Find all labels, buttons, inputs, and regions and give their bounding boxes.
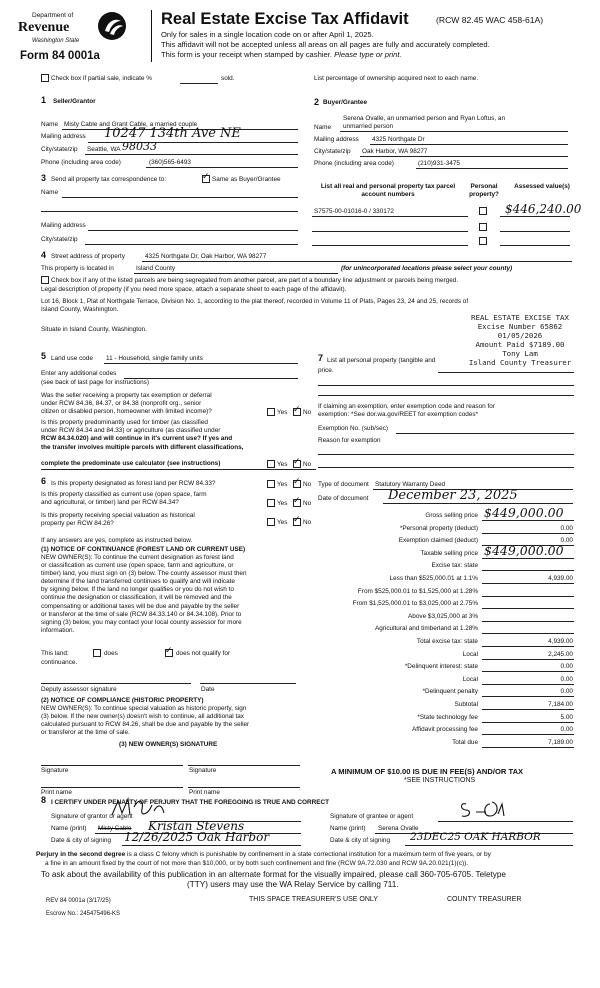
seller-city[interactable]: Seattle, WA [87,146,121,153]
form-rcw: (RCW 82.45 WAC 458-61A) [436,15,544,25]
legal-description-label: Legal description of property (if you need more space, attach a separate sheet to each page of the affidavit). [41,286,347,293]
calc-label: Subtotal [454,701,478,708]
parcel-col-personal: Personal property? [469,183,499,198]
sec5-number: 5 [41,351,47,361]
notice-2-heading: (2) NOTICE OF COMPLIANCE (HISTORIC PROPERTY) [41,697,204,704]
grantee-date-line [405,845,573,846]
notice-line: NEW OWNER(S): To continue special valuation as historic property, sign [41,705,247,712]
land-use-code[interactable]: 11 - Household, single family units [106,355,203,362]
sec6-q2-a: Is this property classified as current use (open space, farm [41,491,207,498]
calc-value[interactable]: $449,000.00 [484,542,564,558]
parcel-number[interactable]: S7575-00-01016-0 / 330172 [314,208,394,215]
same-as-buyer-label: Same as Buyer/Grantee [212,176,281,183]
accessibility-line-2: (TTY) users may use the WA Relay Service by calling 711. [187,880,399,889]
calc-value-line [482,696,574,697]
minimum-fee-note: A MINIMUM OF $10.00 IS DUE IN FEE(S) AND/OR TAX [331,767,524,776]
calc-label: *Personal property (deduct) [399,524,478,532]
historic-yes-checkbox[interactable] [267,518,275,526]
calc-value[interactable]: 4,939.00 [548,575,573,582]
buyer-name-label: Name [314,124,332,131]
doc-date[interactable]: December 23, 2025 [388,488,518,503]
current-use-yes-checkbox[interactable] [267,499,275,507]
sec5-q1-b: under RCW 84.36, 84.37, or 84.38 (nonprofit org., senior [41,400,202,407]
legal-line-2[interactable]: Island County, Washington. [41,306,119,313]
parcel-col-numbers: List all real and personal property tax parcel account numbers [320,183,456,198]
calc-value[interactable]: 7,184.00 [548,701,573,708]
sec5-q2-c: RCW 84.34.020) and will continue in it's current use? If yes and [41,435,233,442]
calc-value-line [482,533,574,534]
partial-sale-checkbox[interactable] [41,74,49,82]
buyer-city-line [360,156,568,157]
notice-line: (3) below. If the new owner(s) doesn't wish to continue, all additional tax [41,713,244,721]
calc-value-line [482,621,574,622]
perjury-line-1: Perjury in the second degree is a class C felony which is punishable by confinement in a state correctional institution for a maximum term of five years, or by [36,851,491,858]
partial-pct-field[interactable] [180,83,218,84]
buyer-phone[interactable]: (210)931-3475 [418,160,460,167]
grantor-name-handwritten[interactable]: Kristan Stevens [148,819,245,833]
q2-no-label: No [303,461,312,468]
forest-no-label: No [303,481,312,488]
seller-name[interactable]: Misty Cable and Grant Cable, a married couple [64,121,198,128]
segregation-checkbox[interactable] [41,276,49,284]
forest-no-check-icon: ✓ [293,476,301,486]
form-title: Real Estate Excise Tax Affidavit [161,10,409,28]
additional-codes-1: Enter any additional codes [41,370,117,377]
dor-emblem-icon [96,10,128,42]
notice-line: or transferor at the time of sale. [41,729,130,737]
sec6-number: 6 [41,476,47,486]
logo-revenue: Revenue [18,20,70,35]
this-land-label: This land: [41,650,69,657]
exemption-number-label: Exemption No. (sub/sec) [318,425,388,432]
seller-mail[interactable]: 10247 134th Ave NE [104,126,241,141]
current-use-no-check-icon: ✓ [293,495,301,505]
grantee-sig-line [438,821,573,822]
calc-value-line [482,671,574,672]
stamp-line-2: Excise Number 65862 [477,322,563,332]
header-line-1: Only for sales in a single location code on or after April 1, 2025. [161,30,374,39]
calc-label: Agricultural and timberland at 1.28% [374,625,478,633]
header-line-3: This form is your receipt when stamped by cashier. Please type or print. [161,50,402,59]
perjury-line-2: a fine in an amount fixed by the court of not more than $10,000, or by both such confinement and fine (RCW 9A.72.030 and RCW 9A.20.021(1)(c)). [45,860,469,867]
notice-line: NEW OWNER(S): To continue the current designation as forest land [41,554,234,561]
sec5-q1-c: citizen or disabled person, homeowner with limited income)? [41,408,212,415]
owner-print-label-2: Print name [189,789,220,796]
calc-label: Excise tax: state [431,562,478,570]
seller-phone-line [146,167,298,168]
deputy-signature-line [41,683,191,684]
buyer-name-line-1[interactable]: Serena Ovalle, an unmarried person and Ryan Loftus, an [343,115,505,122]
calc-value[interactable]: $449,000.00 [484,505,564,520]
notice-line: signing (3) below, you may contact your local county assessor for more [41,618,242,626]
calc-label: Local [462,675,478,683]
grantor-date-label: Date & city of signing [51,837,112,844]
county-line [134,273,338,274]
sec4-number: 4 [41,250,47,260]
parcel-assessed-value[interactable]: $446,240.00 [505,202,582,216]
seller-name-label: Name [41,121,59,128]
calc-value[interactable]: 4,939.00 [548,638,573,645]
calc-label: From $525,000.01 to $1,525,000 at 1.28% [357,587,478,595]
sec3-mail-line [88,230,298,231]
additional-codes-line [124,378,298,379]
owner-print-line-2 [188,787,300,788]
grantor-date-city[interactable]: 12/26/2025 Oak Harbor [124,830,270,844]
land-does-not-check-icon: ✓ [165,645,173,655]
calc-value[interactable]: 0.00 [560,688,573,696]
owner-print-label-1: Print name [41,789,72,796]
stamp-line-5: Tony Lam [502,349,538,359]
historic-no-check-icon: ✓ [293,514,301,524]
calc-value[interactable]: 0.00 [560,726,573,734]
calc-label: Affidavit processing fee [412,726,478,734]
calc-value-line [482,709,574,710]
stamp-line-3: 01/05/2026 [497,331,543,341]
footer-escrow: Escrow No.: 245475496-KS [46,911,121,917]
parcel-col-assessed: Assessed value(s) [514,183,570,190]
deputy-signature-label: Deputy assessor signature [41,686,117,693]
sec5-bottom-rule [41,469,316,470]
buyer-name-line [340,131,568,132]
property-address[interactable]: 4325 Northgate Dr, Oak Harbor, WA 98277 [145,253,267,260]
sec8-number: 8 [41,795,47,805]
owner-signature-line-2 [188,765,300,766]
buyer-mail-label: Mailing address [314,136,359,143]
reason-label: Reason for exemption [318,437,381,444]
notice-line: calculated pursuant to RCW 84.26, shall be due and payable by the seller [41,721,250,729]
grantee-name[interactable]: Serena Ovalle [378,825,419,832]
segregation-text: Check box if any of the listed parcels are being segregated from another parcel, are part of a boundary line adjustment or parcels being merged. [51,277,459,284]
sec7-label: List all personal property (tangible and [327,357,436,364]
sec5-q1-a: Was the seller receiving a property tax exemption or deferral [41,392,212,399]
sec7-label-price: price. [318,367,334,374]
calc-value-line [482,570,574,571]
notice-line: information. [41,626,75,634]
calc-value[interactable]: 0.00 [560,524,573,532]
grantor-name-label: Name (print) [51,825,87,832]
calc-value-line [482,596,574,597]
notice-1-text [41,554,303,635]
seller-city-label: City/state/zip [41,146,78,153]
seller-mail-line [88,142,298,143]
q2-yes-checkbox[interactable] [267,460,275,468]
sec8-certify: I CERTIFY UNDER PENALTY OF PERJURY THAT THE FOREGOING IS TRUE AND CORRECT [51,799,330,806]
calc-value-line [482,633,574,634]
if-yes-note: If any answers are yes, complete as instructed below. [41,537,193,544]
land-use-label: Land use code [51,355,93,362]
sec4-label: Street address of property [51,253,125,260]
sec6-q3-b: property per RCW 84.26? [41,520,114,527]
grantee-date-city[interactable]: 23DEC25 OAK HARBOR [410,831,541,843]
grantor-signature-scribble [108,797,168,821]
seller-heading: Seller/Grantor [53,98,96,105]
land-does-checkbox[interactable] [93,649,101,657]
sec6-q2-b: and agricultural, or timber) land per RCW 84.34? [41,499,179,506]
sec6-q1: Is this property designated as forest land per RCW 84.33? [51,480,216,487]
current-use-no-label: No [303,500,312,507]
doc-type[interactable]: Statutory Warranty Deed [375,481,446,488]
notice-line: or classification as current use (open space, farm and agriculture, or [41,562,234,570]
sec3-name-line [62,197,298,198]
partial-sold: sold. [221,75,235,82]
calc-label: Taxable selling price [420,549,478,557]
header-line-2: This affidavit will not be accepted unless all areas on all pages are fully and accurately completed. [161,40,490,49]
sec7-line-3 [318,395,574,396]
notice-line: by signing below. If the land no longer qualifies or you do not wish to [41,586,234,594]
county-select[interactable]: Island County [136,265,176,272]
property-address-line [142,261,572,262]
accessibility-line-1: To ask about the availability of this publication in an alternate format for the visually impaired, please call 360-705-6705. Teletype [41,870,506,879]
sec3-name-label: Name [41,189,59,196]
personal-property-checkbox-3[interactable] [479,237,487,245]
calc-label: From $1,525,000.01 to $3,025,000 at 2.75% [352,600,478,608]
sec5-q2-a: Is this property predominantly used for timber (as classified [41,419,208,426]
sec3-number: 3 [41,173,47,183]
partial-sale-label: Check box if partial sale, indicate % [51,75,152,82]
assessed-line-2 [500,231,570,232]
grantor-date-line [122,845,301,846]
seller-city-line [85,154,298,155]
calc-value-line [482,608,574,609]
doc-type-label: Type of document [318,481,369,488]
sec5-q2-b: under RCW 84.34 and 84.33) or agriculture (as classified under [41,427,221,434]
parcel-line-2 [312,231,468,232]
calc-value-line [482,722,574,723]
sec3-city-label: City/state/zip [41,236,78,243]
personal-property-checkbox-2[interactable] [479,223,487,231]
buyer-city-label: City/state/zip [314,148,351,155]
legal-situate[interactable]: Situate in Island County, Washington. [41,326,147,333]
calc-label: *Delinquent penalty [422,688,478,696]
calc-label: Gross selling price [425,512,478,519]
calc-label: Above $3,025,000 at 3% [408,612,478,620]
deputy-date-label: Date [201,686,215,693]
parcel-line-1 [312,216,468,217]
calc-value-line [482,646,574,647]
deputy-date-line [200,683,296,684]
seller-phone-label: Phone (including area code) [41,159,121,166]
forest-yes-label: Yes [277,481,288,488]
seller-zip[interactable]: 98033 [122,140,157,153]
footer-treasurer-use: THIS SPACE TREASURER'S USE ONLY [249,896,378,903]
reason-line-2 [318,467,574,468]
grantee-signature-scribble [456,798,516,820]
footer-county-treasurer: COUNTY TREASURER [447,896,522,903]
sec6-q3-a: Is this property receiving special valuation as historical [41,512,195,519]
buyer-phone-label: Phone (including area code) [314,160,394,167]
current-use-yes-label: Yes [277,500,288,507]
sec3-city-line [85,244,298,245]
owner-signature-line-1 [41,765,183,766]
seller-phone[interactable]: (360)565-6493 [149,159,191,166]
calc-value[interactable]: 0.00 [560,537,573,545]
q1-yes-label: Yes [277,409,288,416]
sec7-line-2 [318,385,574,386]
notice-line: continue the designation or classification, it will be removed and the [41,594,232,602]
sec7-line-1 [438,372,574,373]
calc-value[interactable]: 0.00 [560,663,573,671]
calc-value-line [482,659,574,660]
calc-label: *Delinquent interest: state [404,663,478,671]
q1-no-check-icon: ✓ [293,404,301,414]
sec3-name-line-2 [41,211,298,212]
exempt-text-1: If claiming an exemption, enter exemption code and reason for [318,403,495,410]
legal-line-1[interactable]: Lot 16, Block 1, Plat of Northgate Terrace, Division No. 1, according to the plat thereof, recorded in Volume 11 of Plats, Pages 23, 24 and 25, records of [41,298,469,305]
header-divider [151,10,152,62]
historic-yes-label: Yes [277,519,288,526]
assessed-line-3 [500,245,570,246]
q2-yes-label: Yes [277,461,288,468]
land-use-line [104,363,298,364]
notice-line: determine if the land transferred continues to qualify and will indicate [41,578,235,586]
notice-3-heading: (3) NEW OWNER(S) SIGNATURE [119,741,218,748]
unincorporated-note: (for unincorporated locations please select your county) [341,265,513,272]
buyer-name-line-2[interactable]: unmarried person [343,123,394,130]
calc-label: Less than $525,000.01 at 1.1% [389,575,478,582]
list-percentage-note: List percentage of ownership acquired next to each name. [314,75,479,82]
grantee-sig-label: Signature of grantee or agent [330,813,414,820]
calc-value-line [482,734,574,735]
notice-line: or transferor at the time of sale (RCW 84.33.140 or 84.34.108). Prior to [41,610,242,618]
doc-date-label: Date of document [318,495,369,502]
assessed-line-1 [500,216,570,217]
land-does-label: does [104,650,118,657]
form-number: Form 84 0001a [20,50,100,62]
seller-number: 1 [41,95,47,105]
sec5-q2-d: the transfer involves multiple parcels with different classifications, [41,444,244,451]
continuance-label: continuance. [41,659,78,666]
additional-codes-2: (see back of last page for instructions) [41,379,149,386]
calc-value[interactable]: 5.00 [560,713,573,721]
sec5-q2-e: complete the predominate use calculator (see instructions) [41,460,221,467]
notice-2-text [41,705,303,737]
located-label: This property is located in [41,265,114,272]
grantor-sig-label: Signature of grantor or agent [51,813,133,820]
buyer-city[interactable]: Oak Harbor, WA 98277 [362,148,428,155]
buyer-heading: Buyer/Grantee [323,99,368,106]
calc-label: Exemption claimed (deduct) [398,537,478,545]
owner-signature-label-1: Signature [41,767,69,774]
see-instructions: *SEE INSTRUCTIONS [404,777,476,784]
stamp-line-4: Amount Paid $7189.00 [475,340,565,350]
parcel-line-3 [312,245,468,246]
stamp-line-1: REAL ESTATE EXCISE TAX [471,313,569,322]
stamp-line-6: Island County Treasurer [468,358,572,368]
buyer-mail[interactable]: 4325 Northgate Dr [372,136,425,143]
reason-line-1 [318,454,574,455]
buyer-mail-line [370,144,568,145]
grantee-name-label: Name (print) [330,825,366,832]
calc-value-line [482,583,574,584]
q1-yes-checkbox[interactable] [267,408,275,416]
q2-no-check-icon: ✓ [293,456,301,466]
forest-yes-checkbox[interactable] [267,480,275,488]
exemption-number-line [396,433,574,434]
calc-value[interactable]: 2,245.00 [548,650,573,658]
q1-no-label: No [303,409,312,416]
notice-line: compensating or additional taxes will be due and payable by the seller [41,602,240,610]
calc-value-line [482,684,574,685]
footer-rev: REV 84 0001a (3/17/25) [46,898,111,904]
calc-value-line [482,747,574,748]
grantee-date-label: Date & city of signing [330,837,391,844]
logo-dept: Department of [32,12,74,19]
notice-line: timber) land, you must sign on (3) below. The county assessor must then [41,570,247,578]
seller-mail-label: Mailing address [41,133,86,140]
calc-label: Total excise tax: state [416,638,478,645]
buyer-phone-line [416,168,568,169]
owner-print-line-1 [41,787,183,788]
logo-state: Washington State [32,38,80,44]
calc-value[interactable]: 7,189.00 [548,738,573,746]
calc-label: *State technology fee [417,713,478,721]
calc-value[interactable]: 0.00 [560,675,573,683]
treasurer-paid-stamp [462,313,578,367]
sec3-label: Send all property tax correspondence to: [51,176,167,183]
notice-1-heading: (1) NOTICE OF CONTINUANCE (FOREST LAND OR CURRENT USE) [41,546,246,553]
calc-label: Local [462,650,478,658]
buyer-number: 2 [314,97,320,107]
exempt-text-2: exemption: *See dor.wa.gov/REET for exemption codes* [318,411,479,418]
grantor-name-struck: Misty Cable [98,825,132,832]
calc-label: Total due [452,738,478,746]
dor-logo [18,10,128,50]
land-does-not-label: does not qualify for [176,650,230,657]
sec7-number: 7 [318,353,324,363]
doc-date-line [383,503,573,504]
same-as-buyer-check-icon: ✓ [202,171,210,181]
sec3-mail-label: Mailing address [41,222,86,229]
owner-signature-label-2: Signature [189,767,217,774]
personal-property-checkbox-1[interactable] [479,207,487,215]
historic-no-label: No [303,519,312,526]
